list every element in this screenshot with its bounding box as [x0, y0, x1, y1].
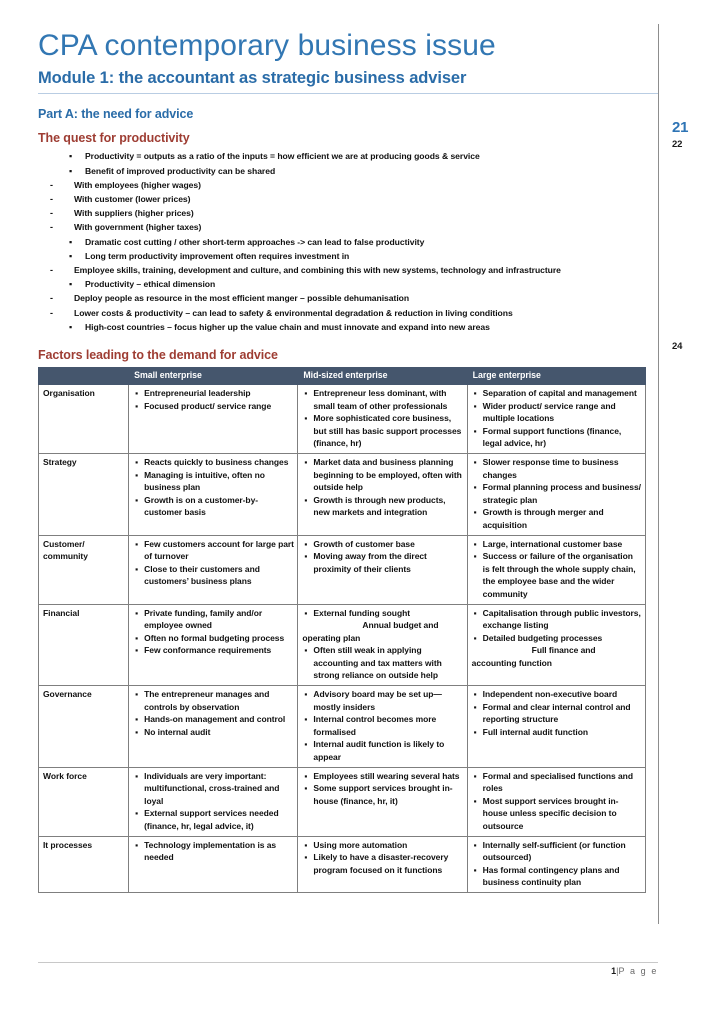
document-title: CPA contemporary business issue [38, 29, 496, 62]
cell-point: ▪ Close to their customers and customers’ business plans [133, 563, 294, 588]
cell-point: ▪ Hands-on management and control [133, 713, 294, 726]
table-row [39, 535, 646, 604]
table-row-label: Organisation [39, 385, 129, 454]
quest-bullet-list [38, 149, 650, 334]
table-row [39, 836, 646, 892]
factors-table-body [39, 385, 646, 893]
sub-bullet-text: - Deploy people as resource in the most efficient manger – possible dehumanisation [74, 293, 409, 303]
cell-point: ▪ Reacts quickly to business changes [133, 456, 294, 469]
table-cell-large [467, 836, 645, 892]
cell-point: ▪ Detailed budgeting processes [472, 632, 642, 645]
section-heading-quest: The quest for productivity [38, 131, 190, 146]
bullet-text: ▪ Long term productivity improvement often requires investment in [85, 251, 349, 261]
sub-list-item [38, 263, 650, 277]
cell-point: ▪ More sophisticated core business, but still has basic support processes (finance, hr) [302, 412, 463, 450]
table-cell-mid [298, 686, 467, 768]
table-row-label: Strategy [39, 453, 129, 535]
cell-point: ▪ Managing is intuitive, often no business plan [133, 469, 294, 494]
cell-point: ▪ The entrepreneur manages and controls by observation [133, 688, 294, 713]
sub-list-item [38, 192, 650, 206]
sub-bullet-text: - Employee skills, training, development and culture, and combining this with new systems, technology and infrastructure [74, 265, 561, 275]
sub-list-item [38, 291, 650, 305]
cell-point: ▪ Growth is through new products, new markets and integration [302, 494, 463, 519]
sub-bullet-text: - With customer (lower prices) [74, 194, 190, 204]
cell-point: Annual budget and operating plan [302, 620, 439, 643]
table-cell-mid [298, 453, 467, 535]
table-cell-small [129, 604, 298, 686]
cell-point: ▪ Technology implementation is as needed [133, 839, 294, 864]
table-header-small: Small enterprise [129, 368, 298, 385]
table-cell-small [129, 453, 298, 535]
sub-list-item [38, 306, 650, 320]
cell-point: ▪ Moving away from the direct proximity of their clients [302, 550, 463, 575]
cell-point: ▪ Formal support functions (finance, legal advice, hr) [472, 425, 642, 450]
bullet-text: ▪ Productivity = outputs as a ratio of the inputs = how efficient we are at producing goods & service [85, 151, 480, 161]
table-row-label: Work force [39, 767, 129, 836]
table-cell-large [467, 767, 645, 836]
table-cell-mid [298, 767, 467, 836]
cell-point: ▪ External support services needed (finance, hr, legal advice, it) [133, 807, 294, 832]
table-header-large: Large enterprise [467, 368, 645, 385]
cell-point: ▪ Using more automation [302, 839, 463, 852]
table-row-label: Governance [39, 686, 129, 768]
bullet-text: ▪ High-cost countries – focus higher up the value chain and must innovate and expand into new areas [85, 322, 490, 332]
sub-bullet-text: - With employees (higher wages) [74, 180, 201, 190]
table-header-row [39, 368, 646, 385]
cell-point: ▪ Entrepreneurial leadership [133, 387, 294, 400]
cell-point: ▪ Few customers account for large part of turnover [133, 538, 294, 563]
cell-point: ▪ Likely to have a disaster-recovery program focused on it functions [302, 851, 463, 876]
cell-point: ▪ Capitalisation through public investors, exchange listing [472, 607, 642, 632]
cell-point: ▪ Separation of capital and management [472, 387, 642, 400]
cell-point: ▪ Independent non-executive board [472, 688, 642, 701]
module-title: Module 1: the accountant as strategic business adviser [38, 69, 467, 88]
table-cell-small [129, 385, 298, 454]
cell-point: Full finance and accounting function [471, 645, 596, 668]
table-cell-small [129, 836, 298, 892]
bullet-text: ▪ Productivity – ethical dimension [85, 279, 215, 289]
cell-point: ▪ Growth is on a customer-by-customer basis [133, 494, 294, 519]
table-cell-large [467, 604, 645, 686]
table-row [39, 453, 646, 535]
table-cell-small [129, 535, 298, 604]
table-row-label: Financial [39, 604, 129, 686]
cell-point: ▪ Entrepreneur less dominant, with small team of other professionals [302, 387, 463, 412]
cell-point: ▪ External funding sought [302, 607, 463, 620]
cell-point: ▪ Large, international customer base [472, 538, 642, 551]
sub-bullet-text: - With suppliers (higher prices) [74, 208, 194, 218]
table-header-mid: Mid-sized enterprise [298, 368, 467, 385]
cell-point: ▪ Formal and clear internal control and reporting structure [472, 701, 642, 726]
sub-bullet-list [38, 263, 650, 277]
cell-point: ▪ Market data and business planning beginning to be employed, often with outside help [302, 456, 463, 494]
table-row [39, 385, 646, 454]
list-item [38, 164, 650, 178]
footer-page-number: 1 [611, 966, 617, 976]
table-cell-large [467, 686, 645, 768]
table-cell-small [129, 767, 298, 836]
table-header-corner [39, 368, 129, 385]
cell-point: ▪ Full internal audit function [472, 726, 642, 739]
margin-note-secondary-b: 24 [672, 341, 683, 352]
footer-separator: | [616, 966, 619, 976]
table-cell-large [467, 385, 645, 454]
factors-table [38, 367, 646, 893]
cell-point: ▪ Often still weak in applying accounting and tax matters with strong reliance on outside help [302, 644, 463, 682]
document-content [38, 30, 650, 893]
margin-note-secondary-a: 22 [672, 139, 683, 150]
table-cell-large [467, 453, 645, 535]
table-row-label: Customer/ community [39, 535, 129, 604]
table-row [39, 686, 646, 768]
bullet-text: ▪ Benefit of improved productivity can be shared [85, 166, 275, 176]
table-cell-mid [298, 604, 467, 686]
cell-point: ▪ Has formal contingency plans and business continuity plan [472, 864, 642, 889]
cell-point: ▪ Private funding, family and/or employee owned [133, 607, 294, 632]
cell-point: ▪ Internal control becomes more formalised [302, 713, 463, 738]
cell-point: ▪ Some support services brought in-house (finance, hr, it) [302, 782, 463, 807]
cell-point: ▪ Advisory board may be set up—mostly insiders [302, 688, 463, 713]
table-cell-large [467, 535, 645, 604]
cell-point: ▪ Few conformance requirements [133, 644, 294, 657]
list-item [38, 277, 650, 291]
cell-point: ▪ Growth of customer base [302, 538, 463, 551]
footer-page-label: P a g e [618, 966, 658, 976]
table-cell-mid [298, 535, 467, 604]
sub-bullet-list [38, 291, 650, 319]
table-row [39, 604, 646, 686]
table-row [39, 767, 646, 836]
section-heading-factors: Factors leading to the demand for advice [38, 348, 278, 362]
list-item [38, 249, 650, 263]
cell-point: ▪ Success or failure of the organisation is felt through the whole supply chain, the employee base and the wider community [472, 550, 642, 600]
factors-table-head [39, 368, 646, 385]
table-cell-small [129, 686, 298, 768]
sub-bullet-text: - Lower costs & productivity – can lead to safety & environmental degradation & reduction in living conditions [74, 308, 513, 318]
sub-bullet-text: - With government (higher taxes) [74, 222, 201, 232]
table-cell-mid [298, 836, 467, 892]
cell-point: ▪ Formal and specialised functions and roles [472, 770, 642, 795]
cell-point: ▪ Internal audit function is likely to appear [302, 738, 463, 763]
sub-list-item [38, 206, 650, 220]
sub-list-item [38, 220, 650, 234]
part-heading: Part A: the need for advice [38, 107, 194, 122]
cell-point: ▪ Slower response time to business changes [472, 456, 642, 481]
cell-point: ▪ Often no formal budgeting process [133, 632, 294, 645]
page-footer [38, 966, 658, 976]
margin-divider-line [658, 24, 659, 924]
title-divider [38, 93, 658, 94]
list-item [38, 235, 650, 249]
cell-point: ▪ Formal planning process and business/ strategic plan [472, 481, 642, 506]
sub-bullet-list [38, 178, 650, 235]
cell-point: ▪ Wider product/ service range and multiple locations [472, 400, 642, 425]
cell-point: ▪ Most support services brought in-house unless specific decision to outsource [472, 795, 642, 833]
cell-point: ▪ Internally self-sufficient (or function outsourced) [472, 839, 642, 864]
list-item [38, 149, 650, 163]
table-row-label: It processes [39, 836, 129, 892]
cell-point: ▪ Focused product/ service range [133, 400, 294, 413]
bullet-text: ▪ Dramatic cost cutting / other short-term approaches -> can lead to false productivity [85, 237, 424, 247]
cell-point: ▪ Growth is through merger and acquisition [472, 506, 642, 531]
table-cell-mid [298, 385, 467, 454]
cell-point: ▪ No internal audit [133, 726, 294, 739]
list-item [38, 320, 650, 334]
footer-divider [38, 962, 658, 963]
cell-point: ▪ Individuals are very important: multifunctional, cross-trained and loyal [133, 770, 294, 808]
cell-point: ▪ Employees still wearing several hats [302, 770, 463, 783]
sub-list-item [38, 178, 650, 192]
margin-note-primary: 21 [672, 119, 689, 136]
